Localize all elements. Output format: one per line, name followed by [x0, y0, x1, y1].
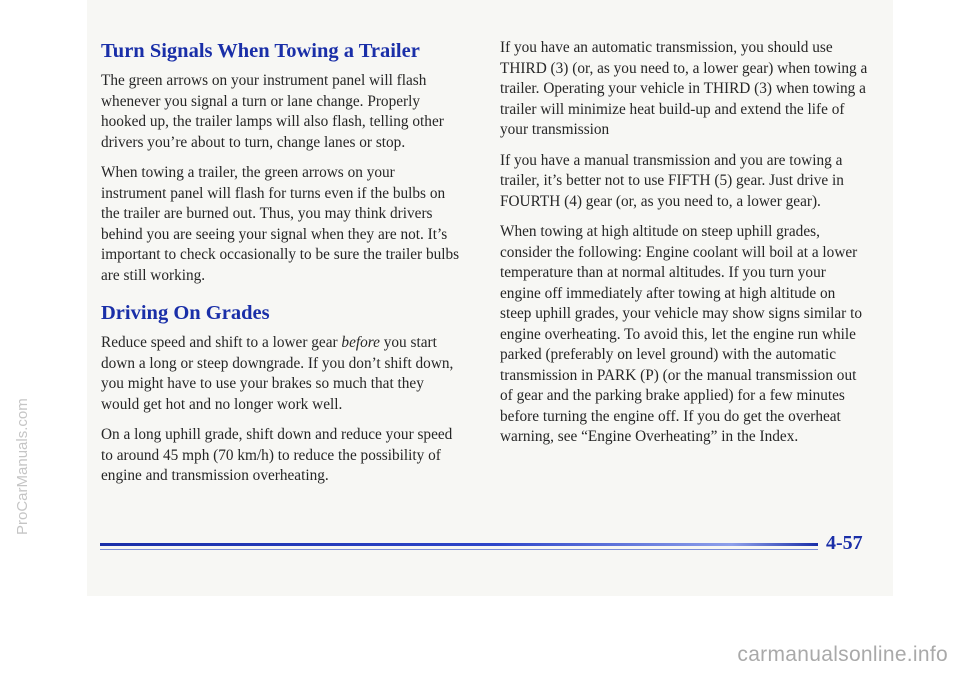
- grades-text-end: you start down a long or steep downgrade. If you don’t shift down, you might have to use your brakes so much that they would get hot and no longer work well.: [101, 334, 454, 413]
- paragraph-turn-signals-1: The green arrows on your instrument panel will flash whenever you signal a turn or lane change. Properly hooked up, the trailer lamps will also flash, telling other drivers you’re about to turn, change lanes or stop.: [101, 72, 444, 151]
- bottom-watermark: carmanualsonline.info: [737, 643, 948, 666]
- paragraph-grades-1: [101, 333, 463, 415]
- heading-turn-signals: Turn Signals When Towing a Trailer: [101, 40, 420, 62]
- grades-text-emphasis: before: [341, 334, 380, 351]
- paragraph-automatic-transmission: If you have an automatic transmission, you should use THIRD (3) (or, as you need to, a lower gear) when towing a trailer. Operating your vehicle in THIRD (3) when towing a trailer will minimize heat build-up and extend the life of your transmission: [500, 39, 868, 138]
- left-column: [101, 38, 463, 497]
- paragraph-high-altitude: When towing at high altitude on steep uphill grades, consider the following: Engine coolant will boil at a lower temperature than at normal altitudes. If you turn your engine off immediately after towing at high altitude on steep uphill grades, your vehicle may show signs similar to engine overheating. To avoid this, let the engine run while parked (preferably on level ground) with the automatic transmission in PARK (P) (or the manual transmission out of gear and the parking brake applied) for a few minutes before turning the engine off. If you do get the overheat warning, see “Engine Overheating” in the Index.: [500, 223, 862, 445]
- page-number: 4-57: [826, 532, 863, 554]
- grades-text-start: Reduce speed and shift to a lower gear: [101, 334, 342, 351]
- heading-driving-on-grades: Driving On Grades: [101, 302, 270, 324]
- side-watermark: ProCarManuals.com: [14, 398, 31, 535]
- paragraph-turn-signals-2: When towing a trailer, the green arrows on your instrument panel will flash for turns even if the bulbs on the trailer are burned out. Thus, you may think drivers behind you are seeing your signal when they are not. It’s important to check occasionally to be sure the trailer bulbs are still working.: [101, 164, 460, 284]
- footer-rule: [100, 543, 818, 546]
- paragraph-manual-transmission: If you have a manual transmission and you are towing a trailer, it’s better not to use FIFTH (5) gear. Just drive in FOURTH (4) gear (or, as you need to, a lower gear).: [500, 151, 844, 210]
- paragraph-grades-2: On a long uphill grade, shift down and reduce your speed to around 45 mph (70 km/h) to reduce the possibility of engine and transmission overheating.: [101, 426, 453, 484]
- footer-rule-thin: [100, 549, 818, 550]
- right-column: [500, 38, 870, 458]
